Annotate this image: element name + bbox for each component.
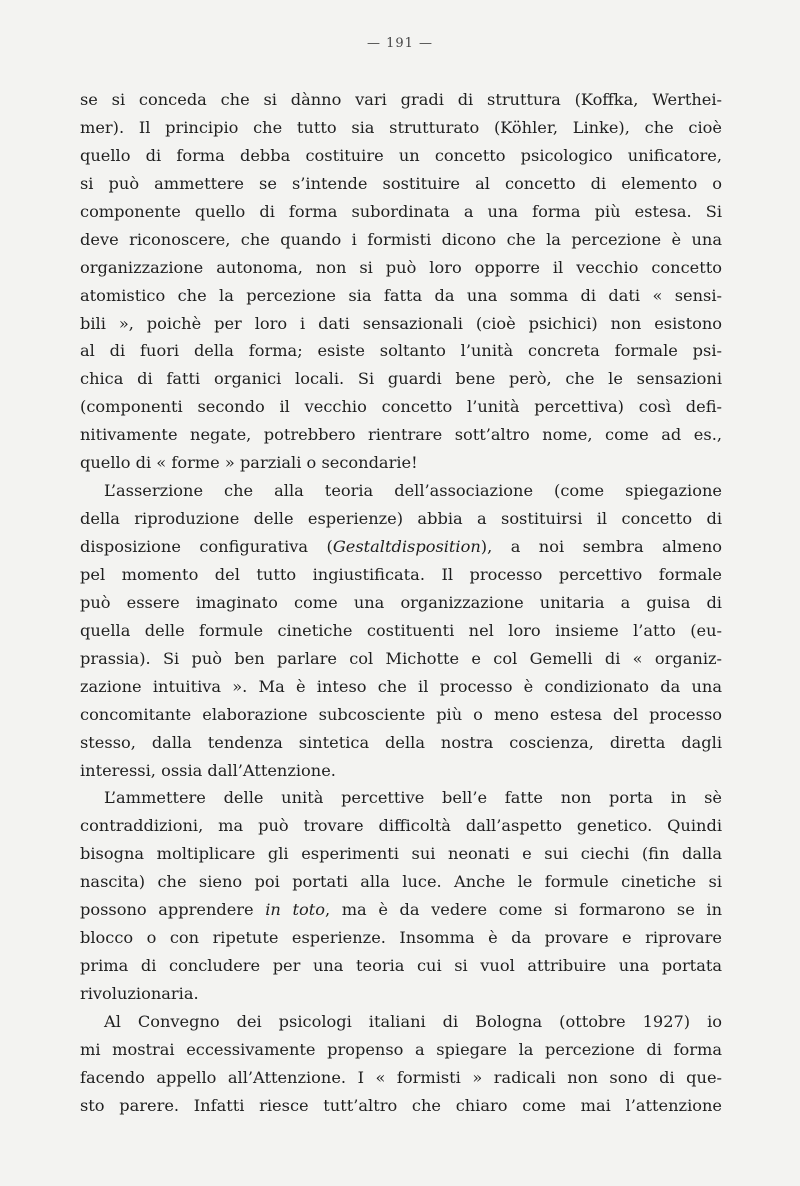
text-line: zazione intuitiva ». Ma è inteso che il processo è condizionato da una xyxy=(80,676,722,696)
text-line: facendo appello all’Attenzione. I « formisti » radicali non sono di que- xyxy=(80,1067,722,1087)
text-line: mi mostrai eccessivamente propenso a spiegare la percezione di forma xyxy=(80,1039,722,1059)
text-line: prassia). Si può ben parlare col Michotte e col Gemelli di « organiz- xyxy=(80,648,722,668)
text-line: (componenti secondo il vecchio concetto l’unità percettiva) così defi- xyxy=(80,397,722,417)
text-line: nascita) che sieno poi portati alla luce. Anche le formule cinetiche si xyxy=(80,872,722,892)
text-line: organizzazione autonoma, non si può loro opporre il vecchio concetto xyxy=(80,257,722,277)
text-line: bili », poichè per loro i dati sensazionali (cioè psichici) non esistono xyxy=(80,313,722,333)
text-line: sto parere. Infatti riesce tutt’altro che chiaro come mai l’attenzione xyxy=(80,1095,722,1115)
text-line: nitivamente negate, potrebbero rientrare sott’altro nome, come ad es., xyxy=(80,425,722,445)
text-line: quello di forma debba costituire un concetto psicologico unificatore, xyxy=(80,145,722,165)
text-line: interessi, ossia dall’Attenzione. xyxy=(80,760,336,780)
text-line: mer). Il principio che tutto sia strutturato (Köhler, Linke), che cioè xyxy=(80,117,722,137)
text-line: se si conceda che si dànno vari gradi di struttura (Koffka, Werthei- xyxy=(80,90,722,109)
text-line: al di fuori della forma; esiste soltanto l’unità concreta formale psi- xyxy=(80,341,722,361)
text-line: atomistico che la percezione sia fatta da una somma di dati « sensi- xyxy=(80,285,722,305)
body-text xyxy=(80,86,722,1120)
text-line: rivoluzionaria. xyxy=(80,984,199,1003)
text-line: deve riconoscere, che quando i formisti dicono che la percezione è una xyxy=(80,229,722,249)
text-line: bisogna moltiplicare gli esperimenti sui neonati e sui ciechi (fin dalla xyxy=(80,844,722,864)
text-line: blocco o con ripetute esperienze. Insomma è da provare e riprovare xyxy=(80,928,722,948)
text-line: possono apprendere in toto, ma è da vedere come si formarono se in xyxy=(80,900,722,920)
text-line: contraddizioni, ma può trovare difficoltà dall’aspetto genetico. Quindi xyxy=(80,816,722,836)
text-line: componente quello di forma subordinata a una forma più estesa. Si xyxy=(80,201,722,221)
text-line: quella delle formule cinetiche costituenti nel loro insieme l’atto (eu- xyxy=(80,620,722,640)
text-line: prima di concludere per una teoria cui si vuol attribuire una portata xyxy=(80,956,722,976)
text-line: chica di fatti organici locali. Si guardi bene però, che le sensazioni xyxy=(80,369,722,389)
text-line: si può ammettere se s’intende sostituire al concetto di elemento o xyxy=(80,173,722,193)
text-line: della riproduzione delle esperienze) abbia a sostituirsi il concetto di xyxy=(80,509,722,529)
page-number: — 191 — xyxy=(366,36,434,51)
text-line: può essere imaginato come una organizzazione unitaria a guisa di xyxy=(80,592,722,612)
text-line: quello di « forme » parziali o secondarie! xyxy=(80,453,418,473)
text-line: Al Convegno dei psicologi italiani di Bologna (ottobre 1927) io xyxy=(104,1011,722,1031)
text-line: disposizione configurativa (Gestaltdisposition), a noi sembra almeno xyxy=(80,537,722,556)
text-line: pel momento del tutto ingiustificata. Il processo percettivo formale xyxy=(80,564,722,584)
text-line: stesso, dalla tendenza sintetica della nostra coscienza, diretta dagli xyxy=(80,732,722,752)
text-line: L’ammettere delle unità percettive bell’e fatte non porta in sè xyxy=(104,788,722,808)
text-line: L’asserzione che alla teoria dell’associazione (come spiegazione xyxy=(104,481,722,501)
text-line: concomitante elaborazione subcosciente più o meno estesa del processo xyxy=(80,704,722,724)
